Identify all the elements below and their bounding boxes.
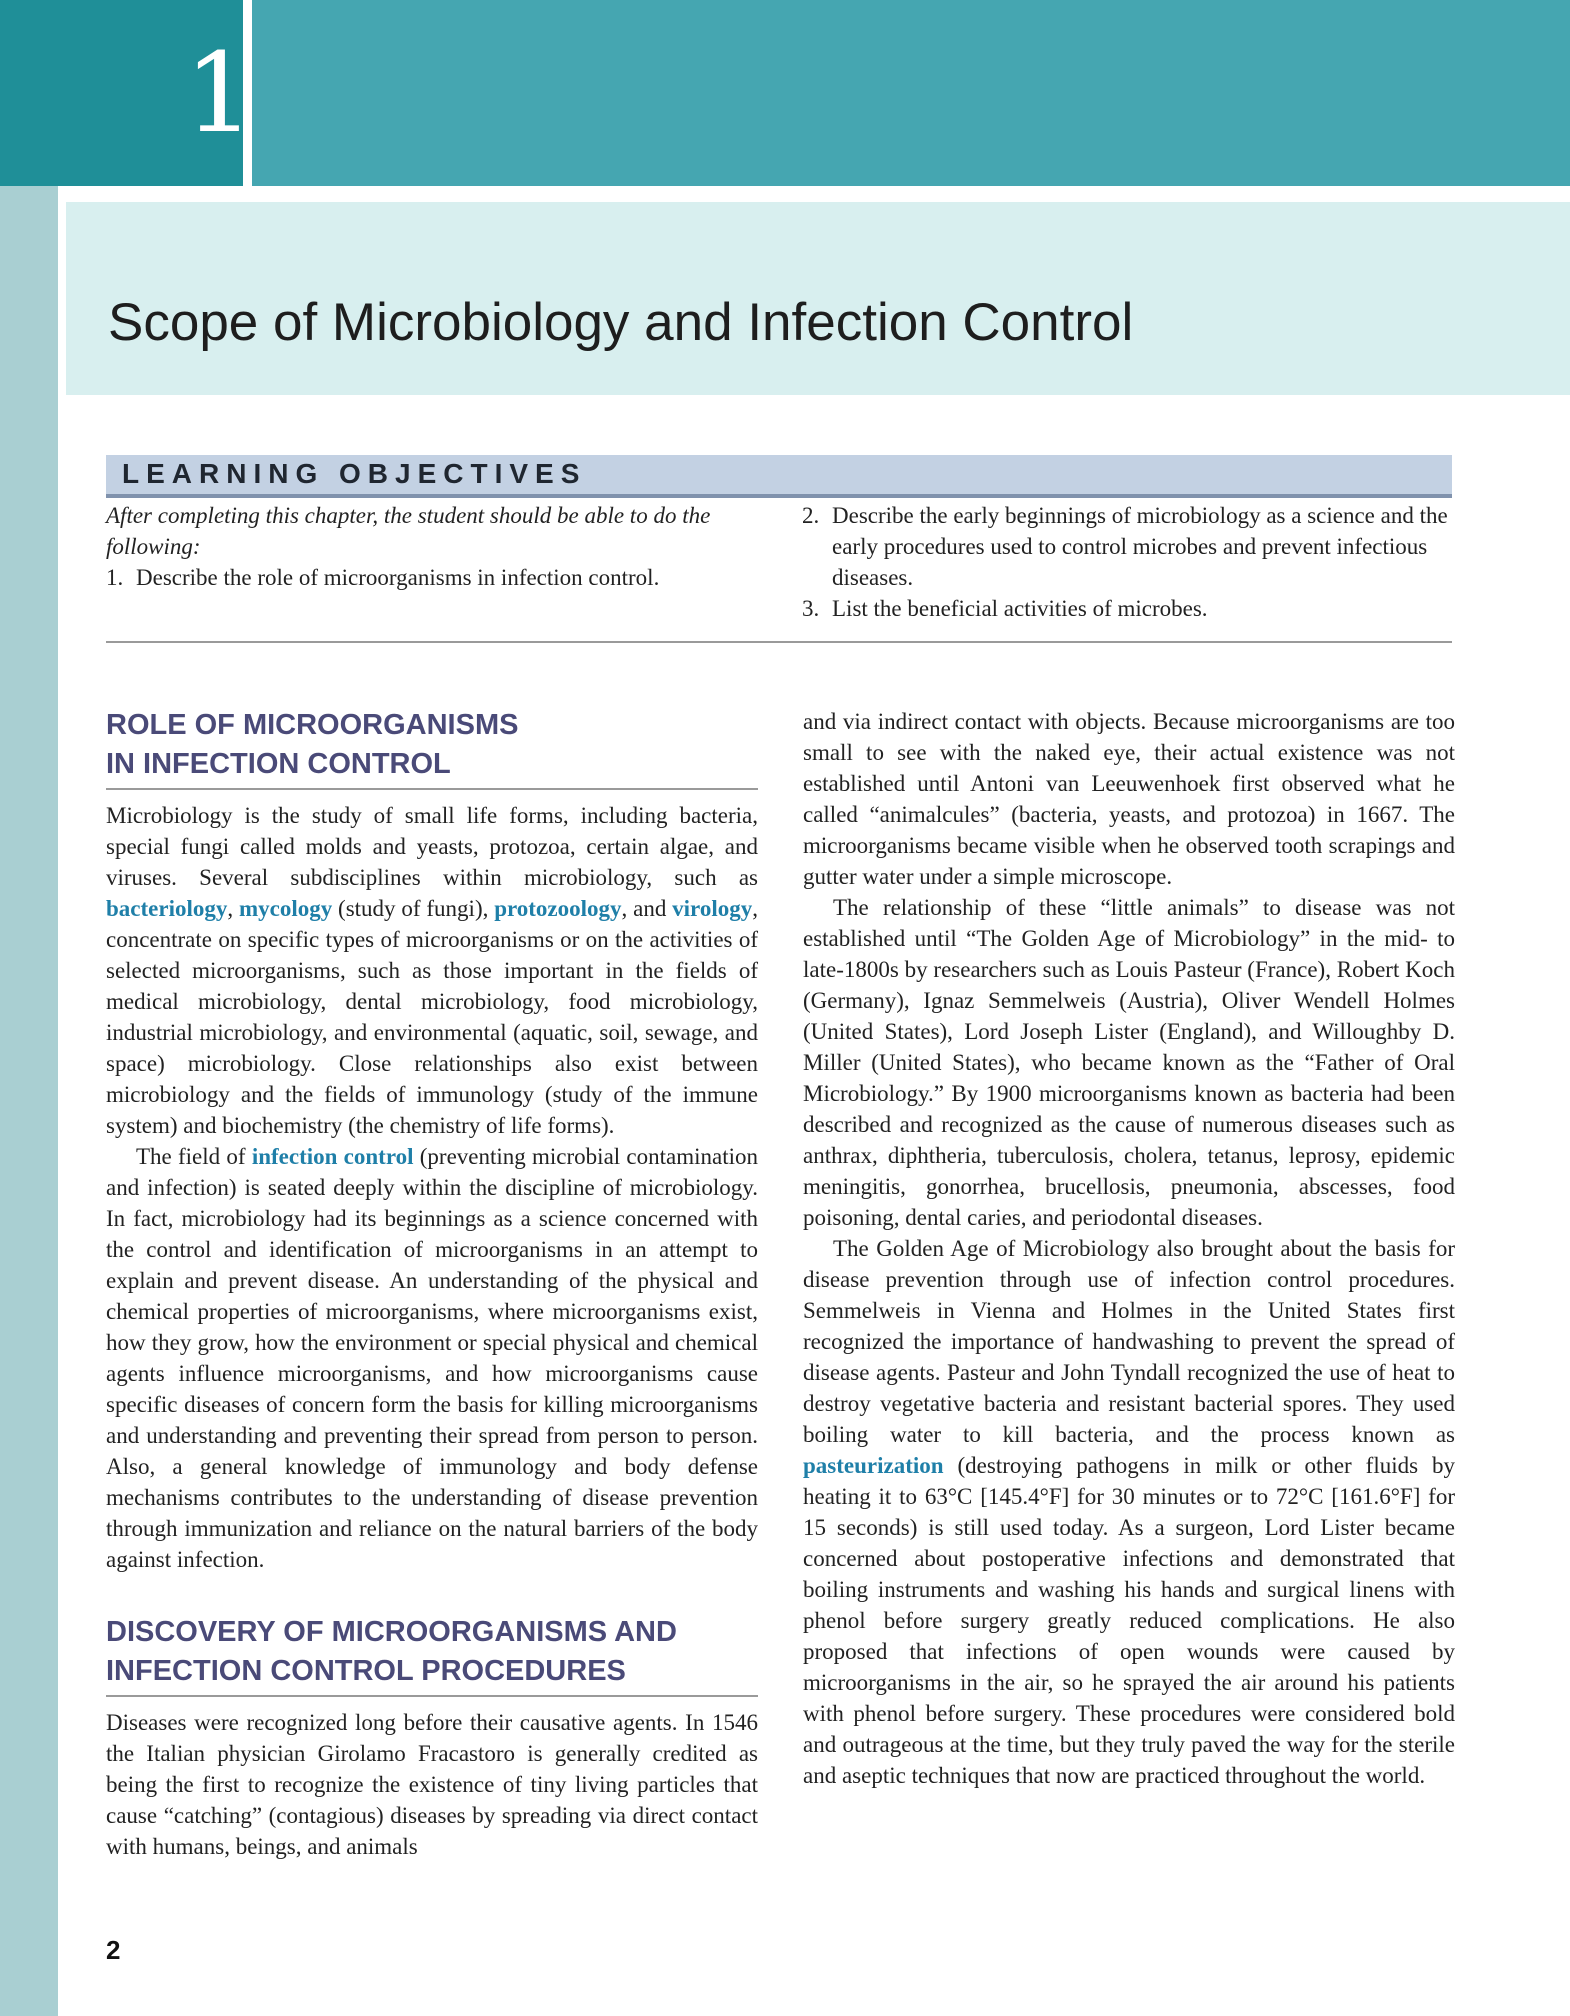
heading-line: ROLE OF MICROORGANISMS xyxy=(106,709,519,741)
objectives-list-right xyxy=(802,500,1454,624)
paragraph: Diseases were recognized long before their causative agents. In 1546 the Italian physician Girolamo Fracastoro is generally credited as being the first to recognize the existence of tiny living particles that cause “catching” (contagious) diseases by spreading via direct contact with humans, beings, and animals xyxy=(106,1710,758,1859)
text-run: , concentrate on specific types of microorganisms or on the activities of selected microorganisms, such as those important in the fields of medical microbiology, dental microbiology, food microbiology, industrial microbiology, and environmental (aquatic, soil, sewage, and space) microbiology. Close relationships also exist between microbiology and the fields of immunology (study of the immune system) and biochemistry (the chemistry of life forms). xyxy=(106,896,758,1138)
heading-line: DISCOVERY OF MICROORGANISMS AND xyxy=(106,1616,677,1648)
objective-text: Describe the early beginnings of microbiology as a science and the early procedures used to control microbes and prevent infectious diseases. xyxy=(832,503,1448,590)
key-term-virology: virology xyxy=(672,896,753,921)
right-column xyxy=(803,706,1455,1791)
chapter-number: 1 xyxy=(184,29,255,157)
objective-number: 2. xyxy=(802,503,820,528)
header-bar xyxy=(252,0,1570,186)
key-term-protozoology: protozoology xyxy=(494,896,622,921)
key-term-pasteurization: pasteurization xyxy=(803,1453,944,1478)
key-term-bacteriology: bacteriology xyxy=(106,896,228,921)
learning-objectives-heading: LEARNING OBJECTIVES xyxy=(122,458,587,489)
section-heading-discovery xyxy=(106,1613,758,1697)
objectives-intro: After completing this chapter, the student should be able to do the following: xyxy=(106,503,711,559)
objectives-right-column xyxy=(802,500,1454,624)
key-term-mycology: mycology xyxy=(238,896,333,921)
learning-objectives-header xyxy=(106,455,1452,498)
text-run: Microbiology is the study of small life forms, including bacteria, special fungi called molds and yeasts, protozoa, certain algae, and viruses. Several subdisciplines within microbiology, such as xyxy=(106,803,758,890)
objective-text: Describe the role of microorganisms in infection control. xyxy=(136,565,660,590)
section-heading-role xyxy=(106,706,758,790)
text-run: , xyxy=(227,896,239,921)
objectives-left-column xyxy=(106,500,746,593)
paragraph xyxy=(106,800,758,1141)
text-run: (destroying pathogens in milk or other fluids by heating it to 63°C [145.4°F] for 30 minutes or to 72°C [161.6°F] for 15 seconds) is still used today. As a surgeon, Lord Lister became concerned about postoperative infections and demonstrated that boiling instruments and washing his hands and surgical linens with phenol before surgery greatly reduced complications. He also proposed that infections of open wounds were caused by microorganisms in the air, so he sprayed the air around his patients with phenol before surgery. These procedures were considered bold and outrageous at the time, but they truly paved the way for the sterile and aseptic techniques that now are practiced throughout the world. xyxy=(803,1453,1455,1788)
page-number: 2 xyxy=(106,1935,121,1965)
text-run: (study of fungi), xyxy=(332,896,495,921)
heading-line: INFECTION CONTROL PROCEDURES xyxy=(106,1655,626,1687)
key-term-infection-control: infection control xyxy=(251,1144,414,1169)
objective-text: List the beneficial activities of microbes. xyxy=(832,596,1208,621)
paragraph xyxy=(803,1233,1455,1791)
paragraph: and via indirect contact with objects. Because microorganisms are too small to see with the naked eye, their actual existence was not established until Antoni van Leeuwenhoek first observed what he called “animalcules” (bacteria, yeasts, and protozoa) in 1667. The microorganisms became visible when he observed tooth scrapings and gutter water under a simple microscope. xyxy=(803,709,1455,889)
objective-item xyxy=(802,500,1454,593)
paragraph xyxy=(106,1141,758,1575)
chapter-title: Scope of Microbiology and Infection Control xyxy=(108,293,1134,352)
objectives-list-left xyxy=(106,562,746,593)
left-column xyxy=(106,706,758,1862)
objective-number: 3. xyxy=(802,596,820,621)
objectives-divider xyxy=(106,641,1452,643)
objective-item xyxy=(802,593,1454,624)
text-run: The field of xyxy=(136,1144,252,1169)
objective-number: 1. xyxy=(106,565,124,590)
text-run: The Golden Age of Microbiology also brought about the basis for disease prevention through use of infection control procedures. Semmelweis in Vienna and Holmes in the United States first recognized the importance of handwashing to prevent the spread of disease agents. Pasteur and John Tyndall recognized the use of heat to destroy vegetative bacteria and resistant bacterial spores. They used boiling water to kill bacteria, and the process known as xyxy=(803,1236,1455,1447)
side-strip xyxy=(0,186,58,2016)
heading-line: IN INFECTION CONTROL xyxy=(106,748,451,780)
text-run: , and xyxy=(621,896,673,921)
paragraph: The relationship of these “little animals” to disease was not established until “The Golden Age of Microbiology” in the mid- to late-1800s by researchers such as Louis Pasteur (France), Robert Koch (Germany), Ignaz Semmelweis (Austria), Oliver Wendell Holmes (United States), Lord Joseph Lister (England), and Willoughby D. Miller (United States), who became known as the “Father of Oral Microbiology.” By 1900 microorganisms known as bacteria had been described and recognized as the cause of numerous diseases such as anthrax, diphtheria, tuberculosis, cholera, tetanus, leprosy, epidemic meningitis, gonorrhea, brucellosis, pneumonia, abscesses, food poisoning, dental caries, and periodontal diseases. xyxy=(803,895,1455,1230)
text-run: (preventing microbial contamination and infection) is seated deeply within the discipline of microbiology. In fact, microbiology had its beginnings as a science concerned with the control and identification of microorganisms in an attempt to explain and prevent disease. An understanding of the physical and chemical properties of microorganisms, where microorganisms exist, how they grow, how the environment or special physical and chemical agents influence microorganisms, and how microorganisms cause specific diseases of concern form the basis for killing microorganisms and understanding and preventing their spread from person to person. Also, a general knowledge of immunology and body defense mechanisms contributes to the understanding of disease prevention through immunization and reliance on the natural barriers of the body against infection. xyxy=(106,1144,758,1572)
objective-item xyxy=(106,562,746,593)
